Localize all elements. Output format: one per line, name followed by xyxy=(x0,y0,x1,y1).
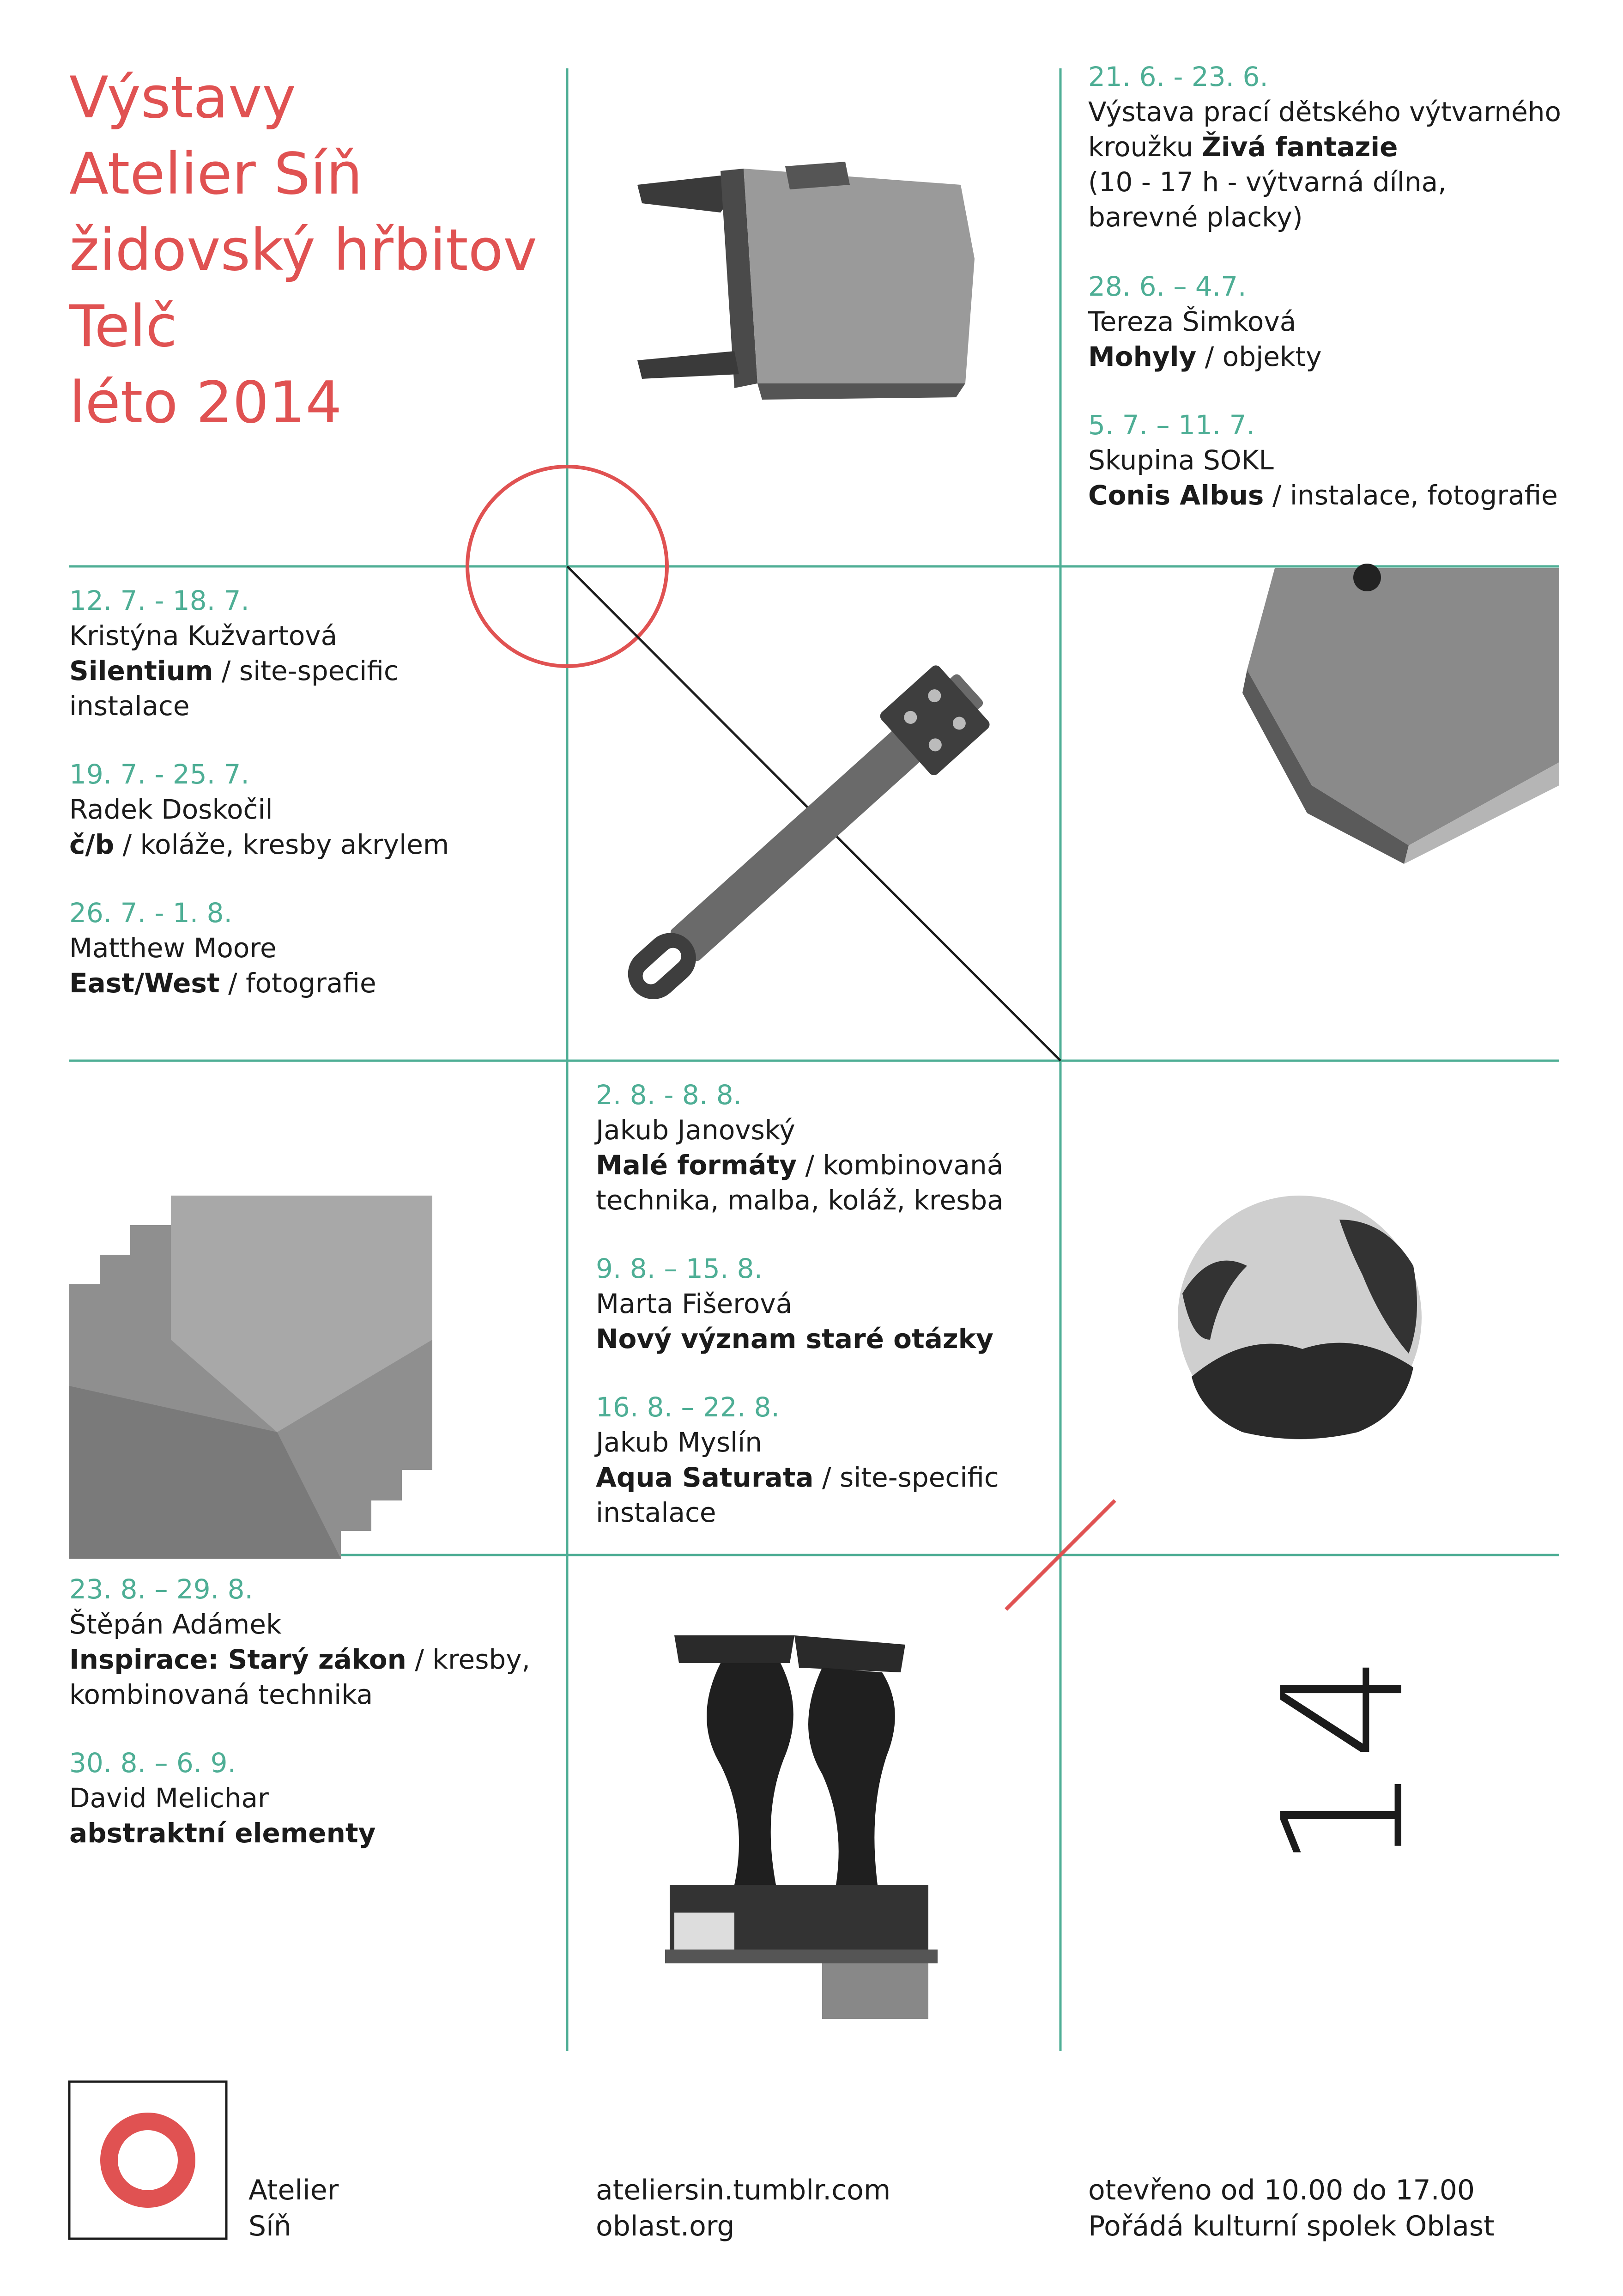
wrapped-chair-photo xyxy=(637,162,975,400)
event-text: Jakub Myslín xyxy=(596,1427,763,1458)
event-text: Tereza Šimková xyxy=(1088,306,1296,337)
event-line xyxy=(69,1642,530,1677)
title-line-2: Atelier Síň xyxy=(69,141,363,207)
event-line xyxy=(69,966,376,1001)
event-date: 12. 7. - 18. 7. xyxy=(69,585,249,616)
event-text: / site-specific xyxy=(813,1462,999,1493)
metal-hinge-photo xyxy=(607,657,999,1022)
event-text: / koláže, kresby akrylem xyxy=(114,829,449,860)
event-line xyxy=(69,1780,375,1816)
event-line xyxy=(1088,200,1561,235)
event-line xyxy=(596,1321,993,1356)
event-text: / objekty xyxy=(1196,341,1322,372)
tree-circle-photo xyxy=(1178,1196,1422,1440)
event-title-bold: Živá fantazie xyxy=(1201,131,1398,163)
event-block xyxy=(69,757,449,862)
event-block xyxy=(596,1077,1004,1218)
logo-name xyxy=(248,2172,339,2244)
event-line xyxy=(596,1148,1004,1183)
web-links xyxy=(596,2172,890,2244)
textured-glass-photo xyxy=(69,1196,432,1559)
event-date: 21. 6. - 23. 6. xyxy=(1088,61,1268,92)
event-date: 28. 6. – 4.7. xyxy=(1088,271,1247,302)
chair-legs-photo xyxy=(665,1635,938,2019)
event-text: kombinovaná technika xyxy=(69,1679,373,1710)
event-text: David Melichar xyxy=(69,1782,269,1814)
event-date: 2. 8. - 8. 8. xyxy=(596,1079,742,1111)
event-line xyxy=(596,1495,999,1530)
event-text: Radek Doskočil xyxy=(69,794,273,825)
event-text: (10 - 17 h - výtvarná dílna, xyxy=(1088,166,1447,198)
event-title-bold: Nový význam staré otázky xyxy=(596,1323,993,1355)
event-line xyxy=(1088,304,1322,339)
event-text: Štěpán Adámek xyxy=(69,1609,282,1640)
event-text: Kristýna Kužvartová xyxy=(69,620,338,651)
concrete-block-photo xyxy=(1242,564,1559,864)
event-line xyxy=(1088,478,1558,513)
event-text: / fotografie xyxy=(219,967,376,999)
event-text: Skupina SOKL xyxy=(1088,444,1274,476)
event-title-bold: Conis Albus xyxy=(1088,480,1264,511)
event-date: 5. 7. – 11. 7. xyxy=(1088,409,1255,441)
event-text: / kombinovaná xyxy=(797,1149,1004,1181)
logo-frame xyxy=(69,2082,226,2239)
event-title-bold: Mohyly xyxy=(1088,341,1197,372)
event-line xyxy=(69,792,449,827)
event-line xyxy=(596,1286,993,1321)
event-date: 30. 8. – 6. 9. xyxy=(69,1747,236,1779)
event-line xyxy=(69,1607,530,1642)
title-line-3: židovský hřbitov xyxy=(69,217,537,284)
event-text: Výstava prací dětského výtvarného xyxy=(1088,96,1562,128)
event-text: technika, malba, koláž, kresba xyxy=(596,1184,1004,1216)
event-line xyxy=(69,1816,375,1851)
event-line xyxy=(69,653,399,688)
opening-info xyxy=(1088,2172,1495,2244)
opening-hours: otevřeno od 10.00 do 17.00 xyxy=(1088,2174,1475,2206)
event-text: Marta Fišerová xyxy=(596,1288,793,1319)
event-line xyxy=(596,1183,1004,1218)
event-text: / instalace, fotografie xyxy=(1264,480,1558,511)
event-block xyxy=(69,1572,530,1712)
logo-name-line-1: Atelier xyxy=(248,2174,339,2206)
event-block xyxy=(69,583,399,723)
web-link-tumblr[interactable]: ateliersin.tumblr.com xyxy=(596,2174,891,2206)
event-line xyxy=(596,1460,999,1495)
event-date: 9. 8. – 15. 8. xyxy=(596,1253,763,1284)
event-line xyxy=(1088,339,1322,374)
event-text: kroužku xyxy=(1088,131,1202,163)
event-text: barevné placky) xyxy=(1088,201,1303,233)
event-block xyxy=(596,1251,993,1356)
event-block xyxy=(1088,269,1322,374)
event-block xyxy=(1088,59,1561,235)
event-line xyxy=(596,1112,1004,1148)
event-line xyxy=(1088,94,1561,129)
logo-red-ring-icon xyxy=(109,2121,187,2199)
event-date: 23. 8. – 29. 8. xyxy=(69,1573,253,1605)
event-title-bold: abstraktní elementy xyxy=(69,1817,376,1849)
title-line-1: Výstavy xyxy=(69,65,296,131)
event-line xyxy=(69,827,449,862)
event-line xyxy=(596,1425,999,1460)
web-link-oblast[interactable]: oblast.org xyxy=(596,2210,735,2242)
event-text: / site-specific xyxy=(213,655,399,686)
event-text: / kresby, xyxy=(406,1644,530,1675)
event-title-bold: East/West xyxy=(69,967,220,999)
event-title-bold: Silentium xyxy=(69,655,213,686)
event-text: Jakub Janovský xyxy=(596,1114,795,1146)
event-line xyxy=(1088,164,1561,200)
event-title-bold: č/b xyxy=(69,829,115,860)
event-line xyxy=(1088,443,1558,478)
event-block xyxy=(596,1390,999,1530)
big-number-14: 14 xyxy=(1247,1649,1441,1871)
event-text: Matthew Moore xyxy=(69,932,277,964)
event-line xyxy=(69,1677,530,1712)
event-text: instalace xyxy=(69,690,190,722)
event-title-bold: Malé formáty xyxy=(596,1149,797,1181)
event-date: 26. 7. - 1. 8. xyxy=(69,897,232,929)
event-block xyxy=(1088,407,1558,513)
event-line xyxy=(1088,129,1561,164)
title-line-4: Telč xyxy=(69,293,177,360)
logo-name-line-2: Síň xyxy=(248,2210,291,2242)
event-block xyxy=(69,895,376,1001)
organizer: Pořádá kulturní spolek Oblast xyxy=(1088,2210,1495,2242)
event-date: 19. 7. - 25. 7. xyxy=(69,759,249,790)
title-line-5: léto 2014 xyxy=(69,370,342,436)
event-line xyxy=(69,688,399,723)
event-date: 16. 8. – 22. 8. xyxy=(596,1391,780,1423)
poster-title xyxy=(69,60,537,441)
event-title-bold: Inspirace: Starý zákon xyxy=(69,1644,406,1675)
event-line xyxy=(69,930,376,966)
event-title-bold: Aqua Saturata xyxy=(596,1462,814,1493)
event-line xyxy=(69,618,399,653)
event-block xyxy=(69,1745,375,1851)
event-text: instalace xyxy=(596,1497,716,1528)
